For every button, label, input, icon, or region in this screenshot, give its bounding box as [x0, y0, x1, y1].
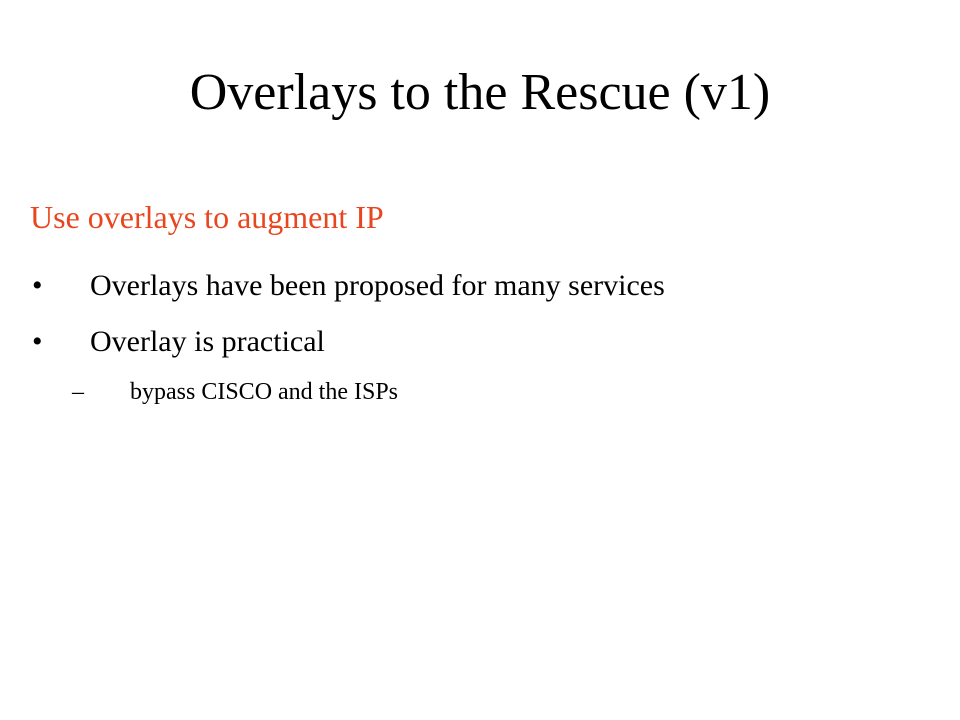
sub-bullet-text: bypass CISCO and the ISPs: [130, 379, 399, 405]
slide-subtitle: Use overlays to augment IP: [30, 199, 384, 235]
sub-bullet-marker: –: [72, 379, 84, 405]
slide-title: Overlays to the Rescue (v1): [189, 64, 771, 121]
bullet-text: Overlays have been proposed for many services: [90, 269, 665, 302]
bullet-text: Overlay is practical: [90, 325, 325, 358]
bullet-marker: •: [32, 325, 43, 358]
bullet-marker: •: [32, 269, 43, 302]
